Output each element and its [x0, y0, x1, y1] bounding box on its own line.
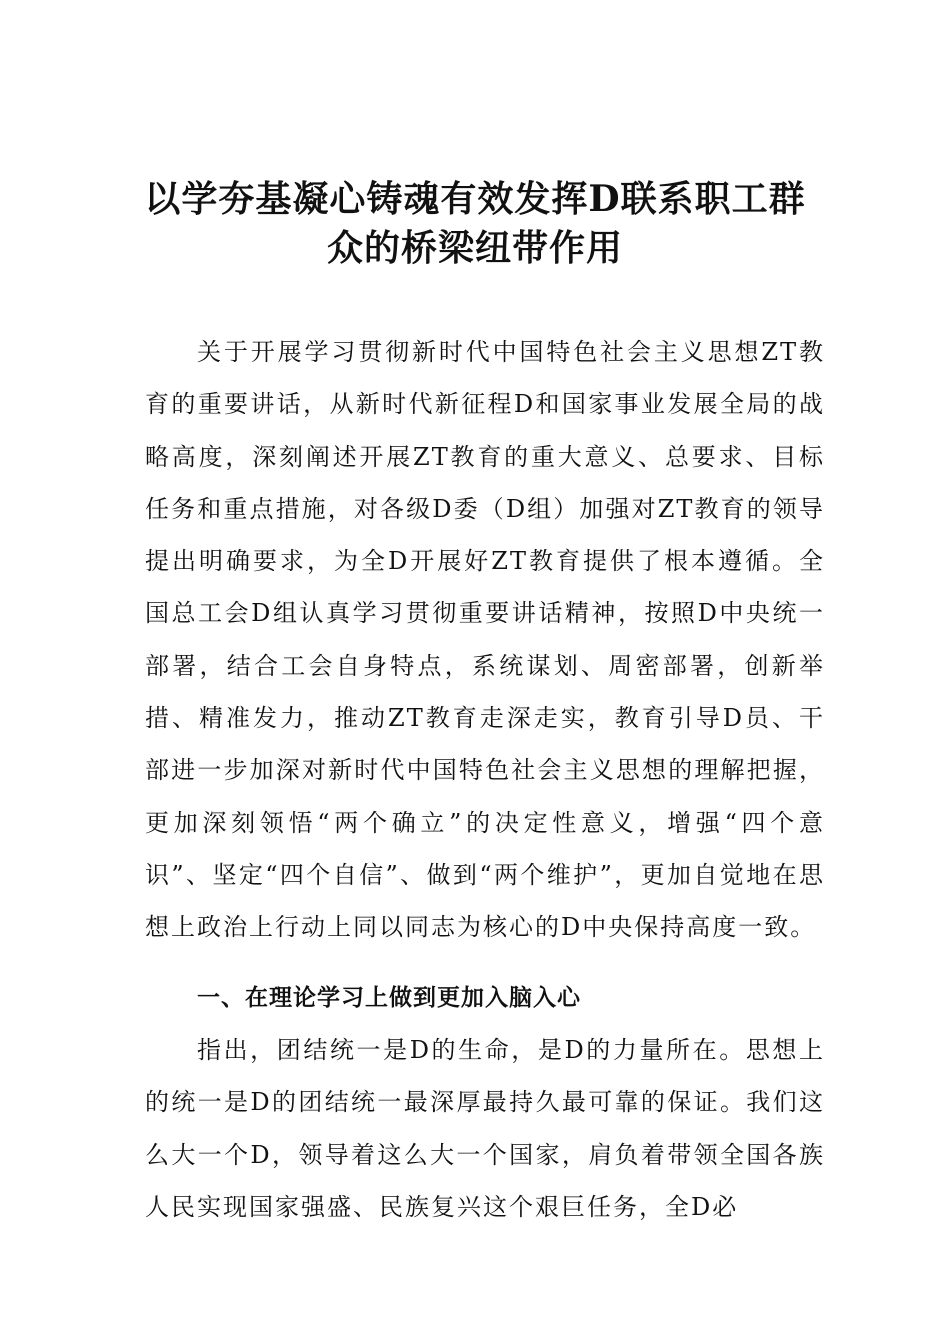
document-title-line-2: 众的桥梁纽带作用: [326, 227, 623, 269]
section-heading-1: 一、在理论学习上做到更加入脑入心: [197, 985, 581, 1011]
document-title-line-1: 以学夯基凝心铸魂有效发挥D联系职工群: [144, 178, 806, 220]
body-paragraph-2: 指出，团结统一是D的生命，是D的力量所在。思想上的统一是D的团结统一最深厚最持久最可靠的保证。我们这么大一个D，领导着这么大一个国家，肩负着带领全国各族人民实现国家强盛、民族复兴这个艰巨任务，全D必: [145, 1036, 825, 1221]
body-paragraph-1: 关于开展学习贯彻新时代中国特色社会主义思想ZT教育的重要讲话，从新时代新征程D和国家事业发展全局的战略高度，深刻阐述开展ZT教育的重大意义、总要求、目标任务和重点措施，对各级D委（D组）加强对ZT教育的领导提出明确要求，为全D开展好ZT教育提供了根本遵循。全国总工会D组认真学习贯彻重要讲话精神，按照D中央统一部署，结合工会自身特点，系统谋划、周密部署，创新举措、精准发力，推动ZT教育走深走实，教育引导D员、干部进一步加深对新时代中国特色社会主义思想的理解把握，更加深刻领悟“两个确立”的决定性意义，增强“四个意识”、坚定“四个自信”、做到“两个维护”，更加自觉地在思想上政治上行动上同以同志为核心的D中央保持高度一致。: [145, 338, 825, 942]
